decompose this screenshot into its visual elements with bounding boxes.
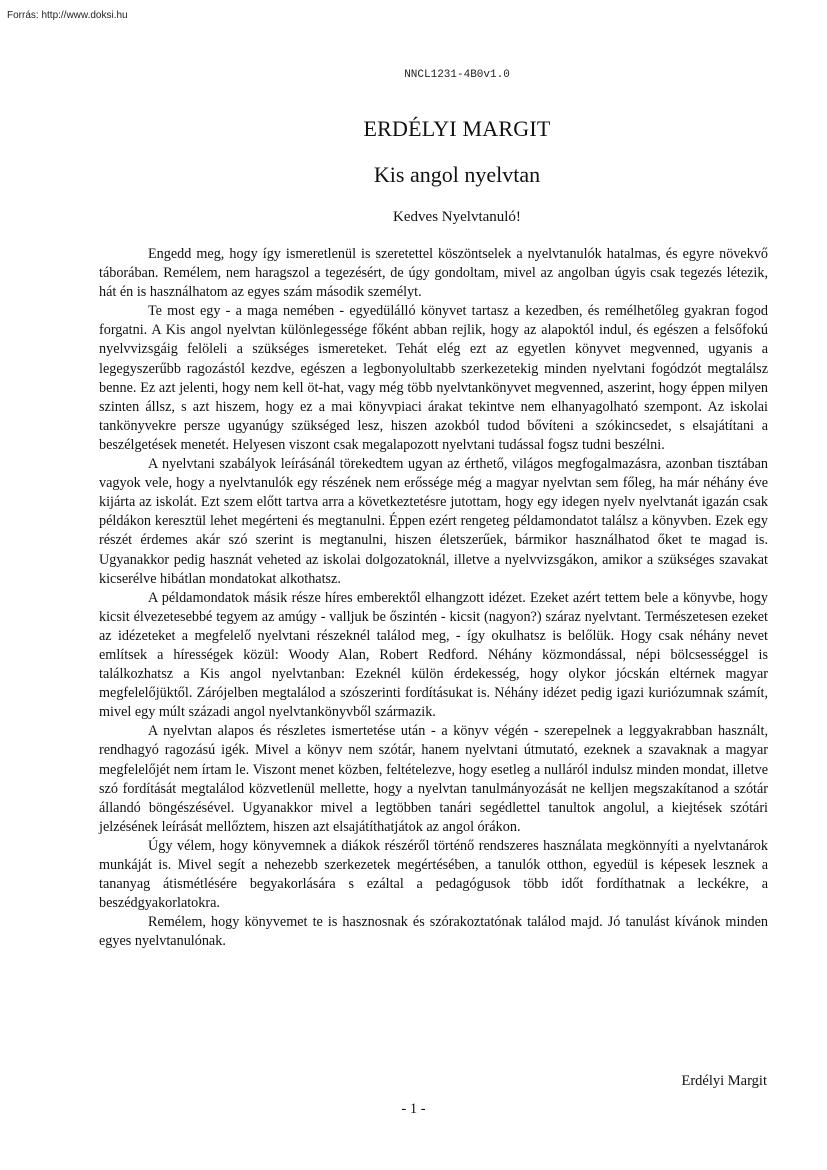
page-number: - 1 - <box>401 1101 426 1117</box>
paragraph: Úgy vélem, hogy könyvemnek a diákok részéről történő rendszeres használata megkönnyíti a nyelvtanárok munkáját is. Mivel segít a nehezebb szerkezetek megértésében, a tanulók otthon, egyedül is képesek lesznek a tananyag átismétlésére begyakorlására s ezáltal a pedagógusok több időt fordíthatnak a leckékre, a beszédgyakorlatokra. <box>99 837 768 912</box>
paragraph: Te most egy - a maga nemében - egyedülálló könyvet tartasz a kezedben, és remélhetőleg gyakran fogod forgatni. A Kis angol nyelvtan különlegessége főként abban rejlik, hogy az alapoktól indul, és egészen a felsőfokú nyelvvizsgáig felöleli a szükséges ismereteket. Tehát elég ezt az egyetlen könyvet megvenned, ugyanis a legegyszerűbb ragozástól kezdve, egészen a legbonyolultabb szerkezetekig minden nyelvtani fogódzót megtalálsz benne. Ez azt jelenti, hogy nem kell öt-hat, vagy még több nyelvtankönyvet megvenned, aszerint, hogy éppen milyen szinten állsz, s azt hiszem, hogy ez a mai könyvpiaci árakat tekintve nem elhanyagolható szempont. Az iskolai tankönyvekre persze ugyanúgy szükséged lesz, hiszen azokból tudod bővíteni a szókincsedet, s elsajátítani a beszélgetések menetét. Helyesen viszont csak megalapozott nyelvtani tudással fogsz tudni beszélni. <box>99 303 768 453</box>
paragraph: Remélem, hogy könyvemet te is hasznosnak és szórakoztatónak találod majd. Jó tanulást kívánok minden egyes nyelvtanulónak. <box>99 914 768 950</box>
paragraph: A nyelvtan alapos és részletes ismertetése után - a könyv végén - szerepelnek a leggyakrabban használt, rendhagyó ragozású igék. Mivel a könyv nem szótár, hanem nyelvtani útmutató, ezeknek a szavaknak a magyar megfelelőjét nem írtam le. Viszont menet közben, feltételezve, hogy esetleg a nulláról indulsz minden mondat, illetve szó fordítását megtalálod közvetlenül mellette, hogy a nyelvtan tanulmányozását ne kelljen megszakítanod a szótár állandó böngészésével. Ugyanakkor mivel a legtöbben tanári segédlettel tanultok angolul, a kiejtések szótári jelzésének leírását mellőztem, hiszen azt elsajátíthatjátok az angol órákon. <box>99 723 768 835</box>
author-heading: ERDÉLYI MARGIT <box>363 116 551 141</box>
signature: Erdélyi Margit <box>681 1073 767 1089</box>
foreword-body <box>99 245 768 951</box>
document-code: NNCL1231-4B0v1.0 <box>404 69 510 81</box>
paragraph: A nyelvtani szabályok leírásánál törekedtem ugyan az érthető, világos megfogalmazásra, azonban tisztában vagyok vele, hogy a nyelvtanulók egy részének nem erőssége még a magyar nyelvtan sem főleg, ha már néhány éve kijárta az iskolát. Ezt szem előtt tartva arra a következtetésre jutottam, hogy egy idegen nyelv nyelvtanát igazán csak példákon keresztül lehet megérteni és megtanulni. Éppen ezért rengeteg példamondatot találsz a könyvben. Ezek egy részét érdemes akár szó szerint is megtanulni, hiszen életszerűek, bármikor használhatod őket te magad is. Ugyanakkor pedig hasznát veheted az iskolai dolgozatoknál, illetve a nyelvvizsgákon, amikor a szükséges szavakat kicserélve hibátlan mondatokat alkothatsz. <box>99 456 768 587</box>
greeting: Kedves Nyelvtanuló! <box>393 209 521 225</box>
book-title: Kis angol nyelvtan <box>373 162 541 187</box>
paragraph: Engedd meg, hogy így ismeretlenül is szeretettel köszöntselek a nyelvtanulók hatalmas, és egyre növekvő táborában. Remélem, nem haragszol a tegezésért, de úgy gondoltam, mivel az angolban úgyis csak tegezés létezik, hát én is használhatom az egyes szám második személyt. <box>99 246 768 301</box>
paragraph: A példamondatok másik része híres emberektől elhangzott idézet. Ezeket azért tettem bele a könyvbe, hogy kicsit élvezetesebbé tegyem az amúgy - valljuk be őszintén - kicsit (nagyon?) száraz nyelvtant. Természetesen ezeket az idézeteket a megfelelő nyelvtani részeknél találod meg, - így okulhatsz is belőlük. Hogy csak néhány nevet említsek a hírességek közül: Woody Alan, Robert Redford. Néhány közmondással, népi bölcsességgel is találkozhatsz a Kis angol nyelvtanban: Ezeknél külön érdekesség, hogy olykor jócskán eltérnek magyar megfelelőjüktől. Zárójelben megtalálod a szószerinti fordításukat is. Néhány idézet pedig igazi kuriózumnak számít, mivel egy múlt századi angol nyelvtankönyvből származik. <box>99 589 768 721</box>
source-label: Forrás: http://www.doksi.hu <box>7 10 128 21</box>
